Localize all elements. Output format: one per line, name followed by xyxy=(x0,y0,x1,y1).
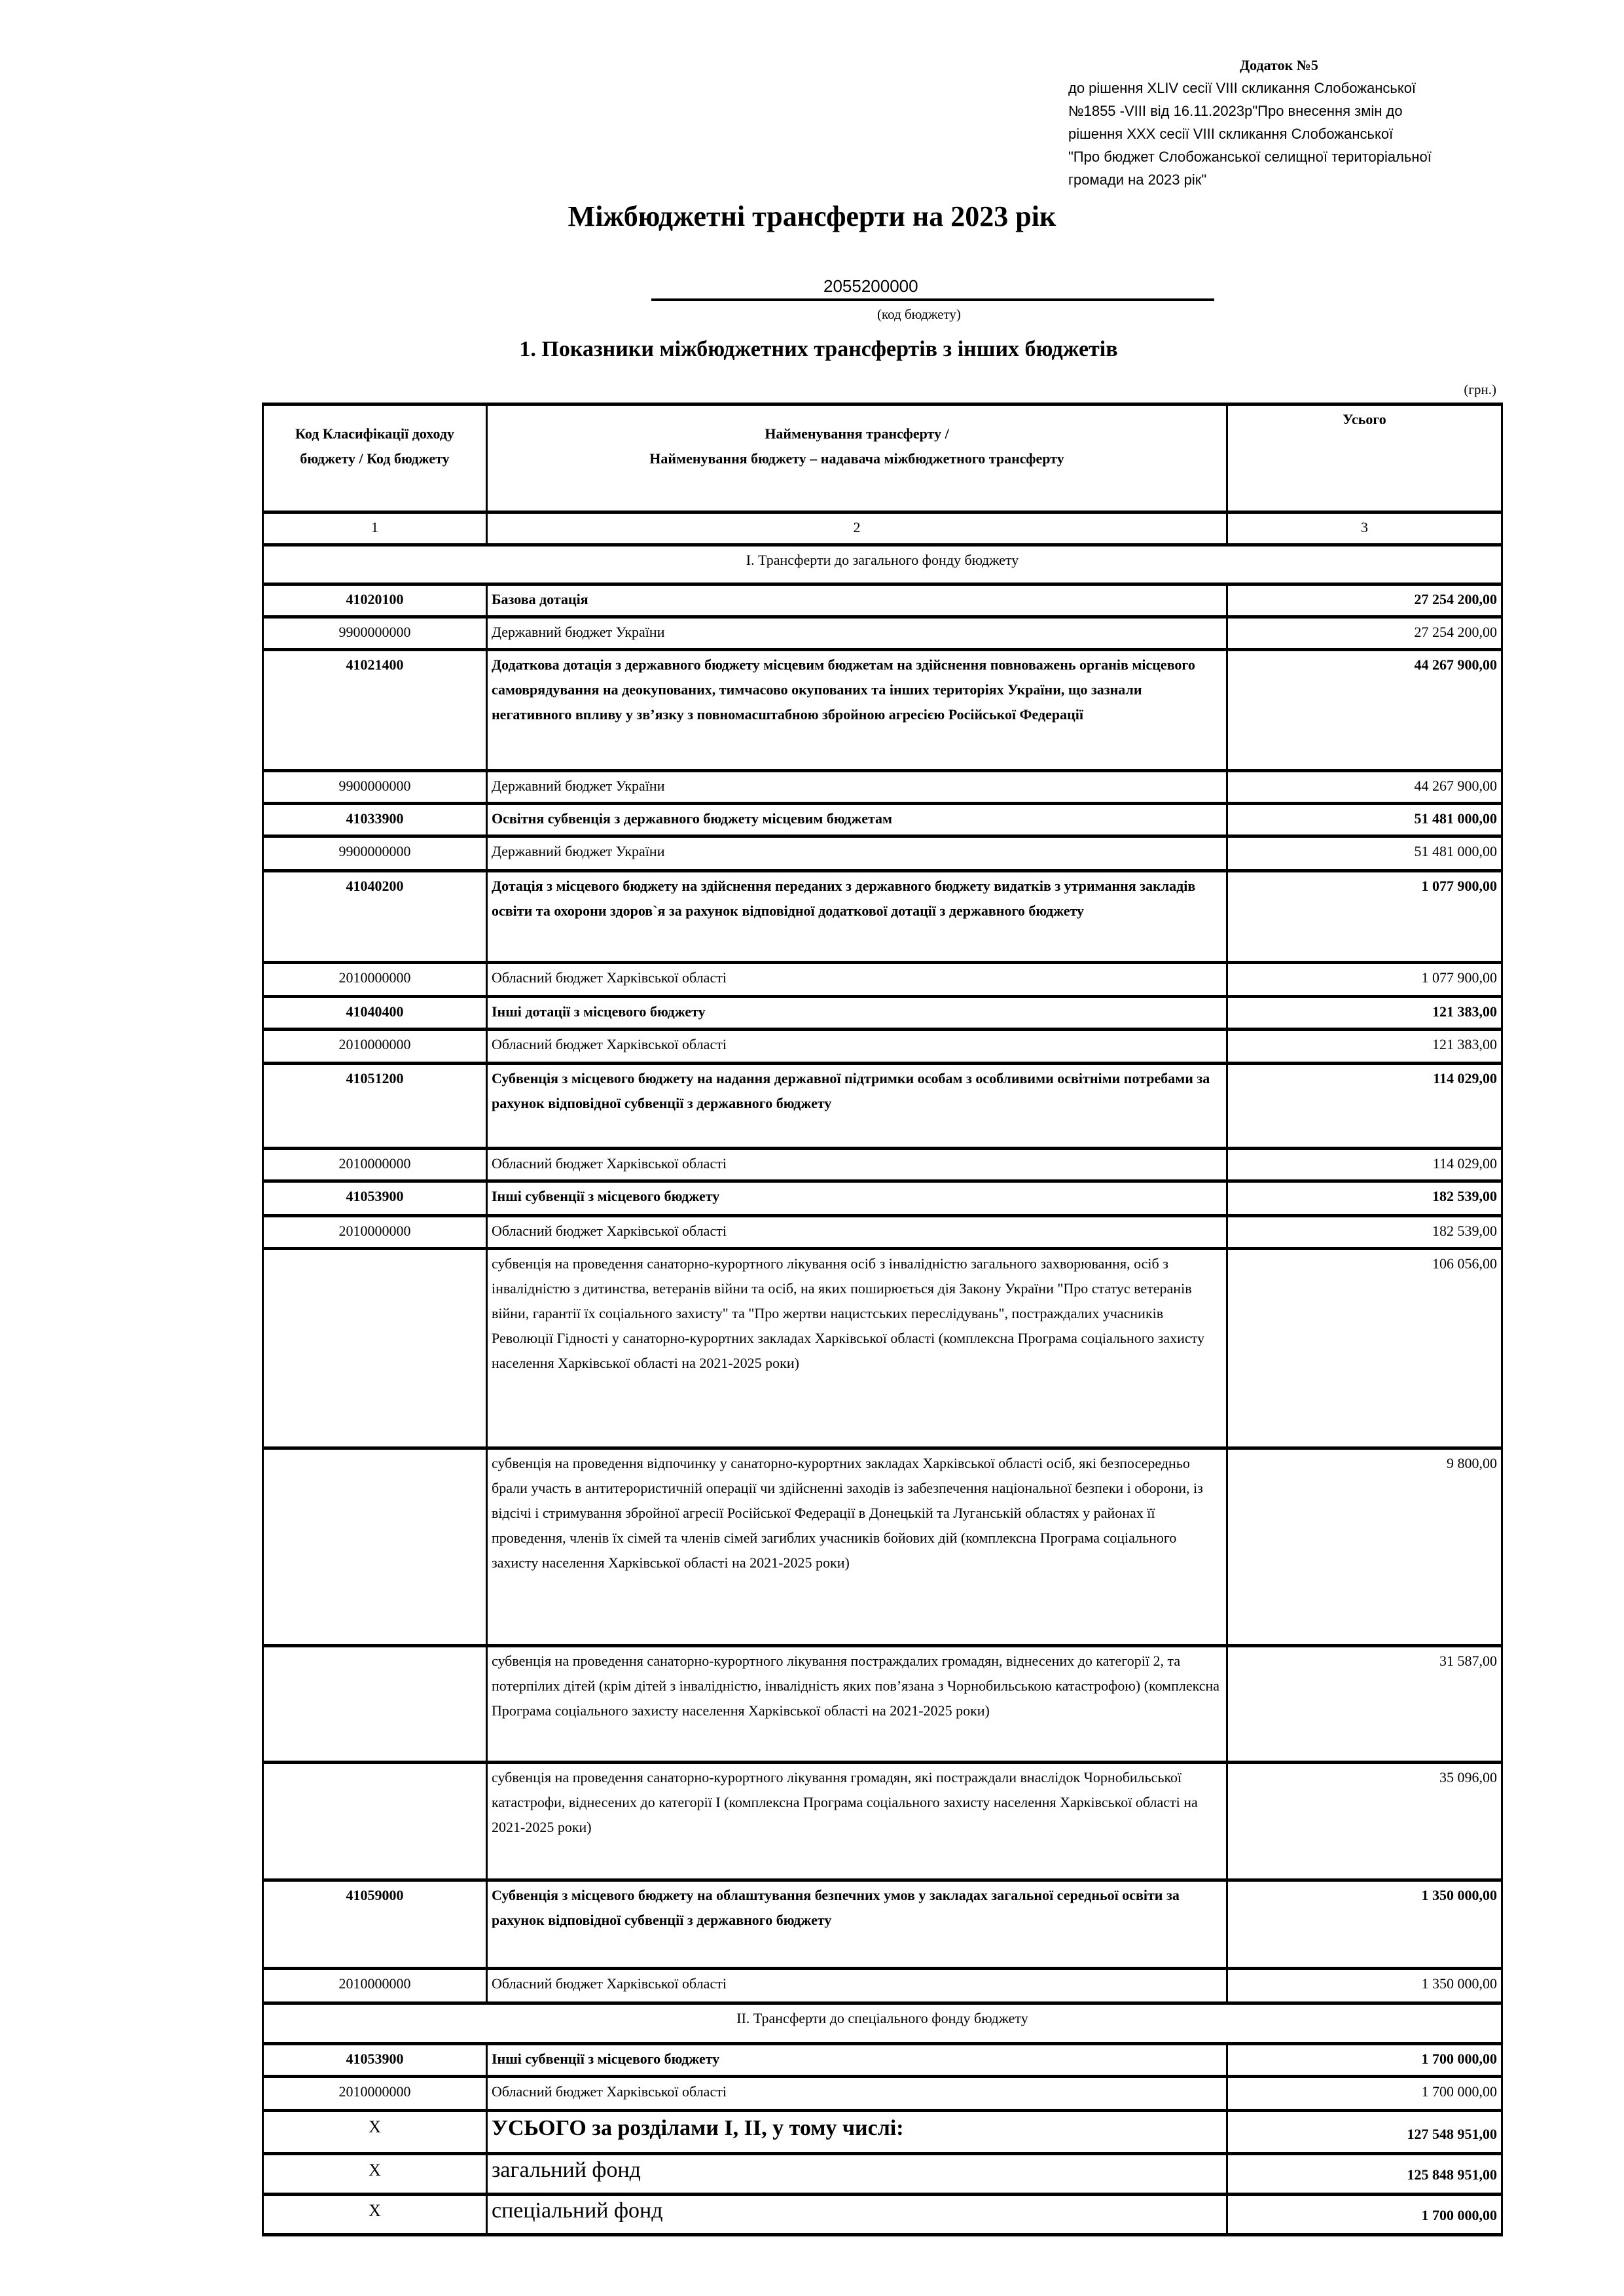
row-amount: 127 548 951,00 xyxy=(1227,2111,1502,2154)
row-name: УСЬОГО за розділами І, ІІ, у тому числі: xyxy=(487,2111,1227,2154)
table-row xyxy=(263,2044,1502,2077)
row-amount: 1 350 000,00 xyxy=(1227,1969,1502,2003)
row-amount: 1 350 000,00 xyxy=(1227,1880,1502,1969)
row-amount: 1 077 900,00 xyxy=(1227,871,1502,963)
row-name: Обласний бюджет Харківської області xyxy=(487,963,1227,997)
annex-line: "Про бюджет Слобожанської селищної територіальної xyxy=(1068,149,1432,165)
annex-line: рішення XXX сесії VIII скликання Слобожанської xyxy=(1068,126,1394,142)
header-name-line2: Найменування бюджету – надавача міжбюджетного трансферту xyxy=(649,450,1064,467)
table-row xyxy=(263,1030,1502,1064)
document-title: Міжбюджетні трансферти на 2023 рік xyxy=(568,200,1056,232)
section-2-body xyxy=(263,2044,1502,2111)
row-amount: 121 383,00 xyxy=(1227,1030,1502,1064)
row-amount: 182 539,00 xyxy=(1227,1181,1502,1216)
section-row xyxy=(263,2003,1502,2044)
table-row xyxy=(263,1763,1502,1880)
table-row xyxy=(263,1249,1502,1448)
row-name: Обласний бюджет Харківської області xyxy=(487,1149,1227,1181)
row-code: 41059000 xyxy=(263,1880,487,1969)
row-code xyxy=(263,1249,487,1448)
row-amount: 27 254 200,00 xyxy=(1227,617,1502,650)
row-code: 9900000000 xyxy=(263,771,487,804)
row-name: субвенція на проведення санаторно-курортного лікування осіб з інвалідністю загального захворювання, осіб з інвалідністю з дитинства, ветеранів війни та осіб, на яких поширюється дія Закону України "Про статус ветеранів війни, гарантії їх соціального захисту" та "Про жертви нацистських переслідувань", постраждалих учасників Революції Гідності у санаторно-курортних закладах Харківської області (комплексна Програма соціального захисту населення Харківської області на 2021-2025 роки) xyxy=(487,1249,1227,1448)
budget-code: 2055200000 xyxy=(823,276,918,296)
row-amount: 51 481 000,00 xyxy=(1227,836,1502,871)
row-code: Х xyxy=(263,2111,487,2154)
header-name-line1: Найменування трансферту / xyxy=(765,425,949,442)
annex-line: громади на 2023 рік" xyxy=(1068,171,1207,188)
column-number: 3 xyxy=(1227,512,1502,545)
table-row xyxy=(263,1181,1502,1216)
table-row xyxy=(263,804,1502,836)
row-amount: 44 267 900,00 xyxy=(1227,650,1502,771)
row-amount: 35 096,00 xyxy=(1227,1763,1502,1880)
row-amount: 121 383,00 xyxy=(1227,997,1502,1030)
row-code: 2010000000 xyxy=(263,1216,487,1249)
row-amount: 125 848 951,00 xyxy=(1227,2154,1502,2195)
row-amount: 44 267 900,00 xyxy=(1227,771,1502,804)
annex-title: Додаток №5 xyxy=(1240,57,1318,73)
row-code: 41020100 xyxy=(263,584,487,617)
table-row xyxy=(263,1969,1502,2003)
table-row xyxy=(263,650,1502,771)
table-row xyxy=(263,1880,1502,1969)
row-name: Базова дотація xyxy=(487,584,1227,617)
row-name: Інші субвенції з місцевого бюджету xyxy=(487,1181,1227,1216)
row-amount: 9 800,00 xyxy=(1227,1448,1502,1646)
annex-line: №1855 -VIII від 16.11.2023р"Про внесення змін до xyxy=(1068,103,1403,119)
row-code: Х xyxy=(263,2154,487,2195)
row-amount: 1 700 000,00 xyxy=(1227,2195,1502,2235)
table-row xyxy=(263,584,1502,617)
table-row xyxy=(263,771,1502,804)
header-name xyxy=(487,404,1227,512)
row-code: 41053900 xyxy=(263,2044,487,2077)
row-amount: 114 029,00 xyxy=(1227,1149,1502,1181)
row-name: Державний бюджет України xyxy=(487,617,1227,650)
table-row xyxy=(263,997,1502,1030)
column-numbers-row xyxy=(263,512,1502,545)
table-header-row xyxy=(263,404,1502,512)
row-amount: 31 587,00 xyxy=(1227,1646,1502,1763)
total-row xyxy=(263,2195,1502,2235)
row-amount: 1 700 000,00 xyxy=(1227,2044,1502,2077)
row-code: 41033900 xyxy=(263,804,487,836)
row-code: 9900000000 xyxy=(263,836,487,871)
table-row xyxy=(263,963,1502,997)
row-name: спеціальний фонд xyxy=(487,2195,1227,2235)
row-code: 41051200 xyxy=(263,1064,487,1149)
row-code: 41021400 xyxy=(263,650,487,771)
annex-line: до рішення XLIV сесії VIII скликання Слобожанської xyxy=(1068,80,1416,96)
table-row xyxy=(263,1216,1502,1249)
row-name: субвенція на проведення санаторно-курортного лікування постраждалих громадян, віднесених до категорії 2, та потерпілих дітей (крім дітей з інвалідністю, інвалідність яких пов’язана з Чорнобильською катастрофою) (комплексна Програма соціального захисту населення Харківської області на 2021-2025 роки) xyxy=(487,1646,1227,1763)
row-amount: 106 056,00 xyxy=(1227,1249,1502,1448)
row-name: загальний фонд xyxy=(487,2154,1227,2195)
row-amount: 182 539,00 xyxy=(1227,1216,1502,1249)
section-1-title: I. Трансферти до загального фонду бюджету xyxy=(263,545,1502,584)
row-code: 41053900 xyxy=(263,1181,487,1216)
row-code: 2010000000 xyxy=(263,963,487,997)
table-row xyxy=(263,1064,1502,1149)
budget-code-underline xyxy=(651,298,1214,301)
row-name: Державний бюджет України xyxy=(487,836,1227,871)
table-row xyxy=(263,836,1502,871)
table-row xyxy=(263,871,1502,963)
row-name: Субвенція з місцевого бюджету на облаштування безпечних умов у закладах загальної середньої освіти за рахунок відповідної субвенції з державного бюджету xyxy=(487,1880,1227,1969)
table-row xyxy=(263,1646,1502,1763)
column-number: 2 xyxy=(487,512,1227,545)
row-name: субвенція на проведення санаторно-курортного лікування громадян, які постраждали внаслідок Чорнобильської катастрофи, віднесених до категорії I (комплексна Програма соціального захисту населення Харківської області на 2021-2025 роки) xyxy=(487,1763,1227,1880)
section-1-body xyxy=(263,584,1502,2003)
total-row xyxy=(263,2154,1502,2195)
section-2-title: II. Трансферти до спеціального фонду бюджету xyxy=(263,2003,1502,2044)
units-label: (грн.) xyxy=(1464,382,1496,397)
transfers-table xyxy=(262,403,1503,2236)
row-code: 2010000000 xyxy=(263,1149,487,1181)
row-code: 2010000000 xyxy=(263,1969,487,2003)
row-name: Додаткова дотація з державного бюджету місцевим бюджетам на здійснення повноважень органів місцевого самоврядування на деокупованих, тимчасово окупованих та інших територіях України, що зазнали негативного впливу у зв’язку з повномасштабною збройною агресією Російської Федерації xyxy=(487,650,1227,771)
row-amount: 27 254 200,00 xyxy=(1227,584,1502,617)
totals-body xyxy=(263,2111,1502,2235)
row-name: Обласний бюджет Харківської області xyxy=(487,1969,1227,2003)
row-code: 2010000000 xyxy=(263,1030,487,1064)
row-code xyxy=(263,1448,487,1646)
row-name: Обласний бюджет Харківської області xyxy=(487,2077,1227,2111)
section-row xyxy=(263,545,1502,584)
table-row xyxy=(263,1149,1502,1181)
row-code: 41040400 xyxy=(263,997,487,1030)
budget-code-caption: (код бюджету) xyxy=(877,306,961,322)
row-name: Інші дотації з місцевого бюджету xyxy=(487,997,1227,1030)
row-name: Інші субвенції з місцевого бюджету xyxy=(487,2044,1227,2077)
table-row xyxy=(263,617,1502,650)
row-code: 41040200 xyxy=(263,871,487,963)
table-row xyxy=(263,1448,1502,1646)
row-amount: 51 481 000,00 xyxy=(1227,804,1502,836)
row-amount: 114 029,00 xyxy=(1227,1064,1502,1149)
header-code: Код Класифікації доходу бюджету / Код бюджету xyxy=(263,404,487,512)
header-total: Усього xyxy=(1227,404,1502,512)
row-name: Освітня субвенція з державного бюджету місцевим бюджетам xyxy=(487,804,1227,836)
row-name: Дотація з місцевого бюджету на здійснення переданих з державного бюджету видатків з утримання закладів освіти та охорони здоров`я за рахунок відповідної додаткової дотації з державного бюджету xyxy=(487,871,1227,963)
row-amount: 1 077 900,00 xyxy=(1227,963,1502,997)
row-code xyxy=(263,1646,487,1763)
column-number: 1 xyxy=(263,512,487,545)
row-name: Державний бюджет України xyxy=(487,771,1227,804)
row-name: Субвенція з місцевого бюджету на надання державної підтримки особам з особливими освітніми потребами за рахунок відповідної субвенції з державного бюджету xyxy=(487,1064,1227,1149)
annex-block xyxy=(1068,54,1526,191)
section-title: 1. Показники міжбюджетних трансфертів з інших бюджетів xyxy=(519,337,1118,361)
row-code: 2010000000 xyxy=(263,2077,487,2111)
row-code xyxy=(263,1763,487,1880)
row-name: субвенція на проведення відпочинку у санаторно-курортних закладах Харківської області осіб, які безпосередньо брали участь в антитерористичній операції чи здійсненні заходів із забезпечення національної безпеки і оборони, із відсічі і стримування збройної агресії Російської Федерації в Донецькій та Луганській областях у районах її проведення, членів їх сімей та членів сімей загиблих учасників бойових дій (комплексна Програма соціального захисту населення Харківської області на 2021-2025 роки) xyxy=(487,1448,1227,1646)
row-amount: 1 700 000,00 xyxy=(1227,2077,1502,2111)
row-name: Обласний бюджет Харківської області xyxy=(487,1216,1227,1249)
total-row xyxy=(263,2111,1502,2154)
row-code: 9900000000 xyxy=(263,617,487,650)
row-name: Обласний бюджет Харківської області xyxy=(487,1030,1227,1064)
row-code: Х xyxy=(263,2195,487,2235)
table-row xyxy=(263,2077,1502,2111)
